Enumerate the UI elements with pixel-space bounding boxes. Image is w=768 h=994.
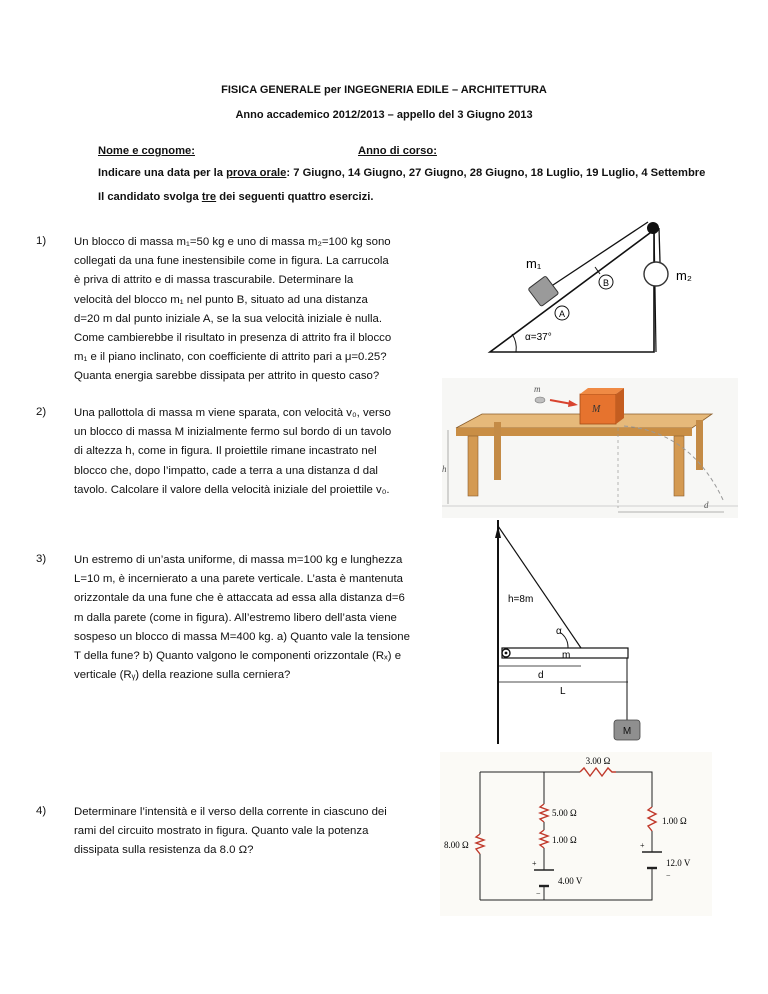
exercise-3-line: verticale (Rᵧ) della reazione sulla cerniera? bbox=[74, 669, 291, 682]
page-title: FISICA GENERALE per INGEGNERIA EDILE – ARCHITETTURA bbox=[221, 84, 547, 96]
bullet bbox=[535, 397, 545, 403]
exercise-1-line: collegati da una fune inestensibile come in figura. La carrucola bbox=[74, 255, 389, 268]
angle-label: α=37° bbox=[525, 332, 552, 343]
incline-triangle bbox=[490, 230, 654, 352]
rope-top-arrow bbox=[495, 526, 501, 538]
exercise-2-line: un blocco di massa M inizialmente fermo sul bordo di un tavolo bbox=[74, 426, 392, 439]
point-b-label: B bbox=[602, 278, 610, 288]
exercise-4-line: Determinare l’intensità e il verso della corrente in ciascuno dei bbox=[74, 806, 387, 818]
resistor-mid-label: 1.00 Ω bbox=[552, 835, 577, 845]
exercise-1-line: è priva di attrito e di massa trascurabile. Determinare la bbox=[74, 274, 354, 287]
angle-arc bbox=[512, 334, 516, 352]
height-label: h=8m bbox=[508, 594, 534, 605]
oral-exam-line bbox=[98, 167, 705, 179]
exercise-4-line: rami del circuito mostrato in figura. Quanto vale la potenza bbox=[74, 825, 369, 838]
exercise-1-text bbox=[74, 233, 410, 387]
exercise-3-line: m dalla parete (come in figura). All’estremo libero dell’asta viene bbox=[74, 611, 397, 624]
exercise-1-line: Un blocco di massa m₁=50 kg e uno di massa m₂=100 kg sono bbox=[74, 236, 391, 248]
pulley bbox=[647, 222, 659, 234]
battery-right-minus: − bbox=[666, 871, 671, 880]
page-subtitle: Anno accademico 2012/2013 – appello del 3 Giugno 2013 bbox=[235, 109, 533, 121]
instructions bbox=[98, 191, 373, 203]
resistor-mid-top-label: 5.00 Ω bbox=[552, 808, 577, 818]
inclined-plane-figure bbox=[480, 212, 720, 358]
table-edge bbox=[456, 428, 692, 436]
exercise-2-line: blocco che, dopo l’impatto, cade a terra a una distanza d dal bbox=[74, 464, 378, 477]
exercise-4-number: 4) bbox=[36, 805, 47, 817]
instructions-suffix: dei seguenti quattro esercizi. bbox=[216, 191, 374, 203]
battery-right-label: 12.0 V bbox=[666, 858, 691, 868]
battery-right-plus: + bbox=[640, 841, 645, 850]
exercise-1-line: m₁ e il piano inclinato, con coefficiente di attrito pari a μ=0.25? bbox=[74, 351, 387, 364]
rope-vertical bbox=[659, 228, 660, 262]
name-label: Nome e cognome: bbox=[98, 145, 195, 157]
resistor-left-label: 8.00 Ω bbox=[444, 840, 469, 850]
hinge-pin bbox=[505, 652, 508, 655]
exercise-1-line: Come cambierebbe il risultato in presenza di attrito fra il blocco bbox=[74, 332, 392, 345]
resistor-top-label: 3.00 Ω bbox=[585, 756, 611, 766]
table-leg-back-right bbox=[696, 420, 703, 470]
battery-mid-plus: + bbox=[532, 859, 537, 868]
table-leg-back-left bbox=[494, 422, 501, 480]
battery-mid-minus: − bbox=[536, 889, 541, 898]
length-label: L bbox=[560, 686, 566, 697]
exercise-3-line: sospeso un blocco di massa M=400 kg. a) Quanto vale la tensione bbox=[74, 630, 410, 643]
distance-label: d bbox=[704, 500, 709, 510]
exercise-3-line: orizzontale da una fune che è attaccata ad essa alla distanza d=6 bbox=[74, 592, 405, 605]
circuit-figure bbox=[440, 752, 712, 916]
instructions-prefix: Il candidato svolga bbox=[98, 191, 202, 203]
battery-mid-label: 4.00 V bbox=[558, 876, 583, 886]
oral-dates: : 7 Giugno, 14 Giugno, 27 Giugno, 28 Giugno, 18 Luglio, 19 Luglio, 4 Settembre bbox=[286, 167, 706, 179]
block-M-side bbox=[616, 388, 624, 424]
oral-prefix: Indicare una data per la bbox=[98, 167, 227, 179]
exercise-3-text bbox=[74, 551, 410, 685]
exercise-2-line: tavolo. Calcolare il valore della velocità iniziale del proiettile v₀. bbox=[74, 483, 390, 496]
figure-background bbox=[440, 752, 712, 916]
instructions-emphasis: tre bbox=[201, 191, 217, 203]
rope bbox=[498, 526, 581, 648]
height-label: h bbox=[442, 464, 447, 474]
rope-incline bbox=[550, 222, 648, 287]
bullet-label: m bbox=[534, 384, 541, 394]
exercise-3-number: 3) bbox=[36, 553, 47, 565]
distance-label: d bbox=[538, 670, 544, 681]
hanging-block-label: M bbox=[622, 726, 632, 737]
exercise-1-line: d=20 m dal punto iniziale A, se la sua velocità iniziale è nulla. bbox=[74, 312, 383, 325]
block-M-label: M bbox=[592, 404, 601, 415]
resistor-right-label: 1.00 Ω bbox=[662, 816, 687, 826]
exercise-1-line: velocità del blocco m₁ nel punto B, situato ad una distanza bbox=[74, 293, 368, 306]
angle-arc bbox=[561, 633, 568, 648]
year-label: Anno di corso: bbox=[358, 145, 437, 157]
hinged-rod-figure bbox=[476, 516, 656, 748]
rod-mass-label: m bbox=[562, 650, 571, 661]
exercise-3-line: T della fune? b) Quanto valgono le componenti orizzontale (Rₓ) e bbox=[74, 650, 402, 663]
point-a-label: A bbox=[558, 309, 566, 319]
m1-label: m₁ bbox=[526, 256, 542, 271]
m2-label: m₂ bbox=[676, 268, 692, 283]
exercise-2-line: di altezza h, come in figura. Il proiettile rimane incastrato nel bbox=[74, 445, 377, 458]
exercise-2-number: 2) bbox=[36, 406, 47, 418]
exercise-3-line: Un estremo di un’asta uniforme, di massa m=100 kg e lunghezza bbox=[74, 554, 403, 566]
exercise-2-line: Una pallottola di massa m viene sparata, con velocità v₀, verso bbox=[74, 407, 391, 419]
block-m1 bbox=[528, 276, 559, 307]
exercise-3-line: L=10 m, è incernierato a una parete verticale. L’asta è mantenuta bbox=[74, 573, 403, 586]
hanging-mass-m2 bbox=[644, 262, 668, 286]
angle-label: α bbox=[556, 626, 562, 637]
exercise-1-number: 1) bbox=[36, 235, 47, 247]
table-projectile-figure bbox=[442, 378, 738, 518]
table-leg-front-left bbox=[468, 436, 478, 496]
oral-exam-label: prova orale bbox=[226, 167, 287, 179]
exercise-4-text bbox=[74, 803, 410, 861]
exercise-2-text bbox=[74, 404, 410, 500]
exercise-4-line: dissipata sulla resistenza da 8.0 Ω? bbox=[74, 844, 254, 857]
exercise-1-line: Quanta energia sarebbe dissipata per attrito in questo caso? bbox=[74, 370, 380, 383]
